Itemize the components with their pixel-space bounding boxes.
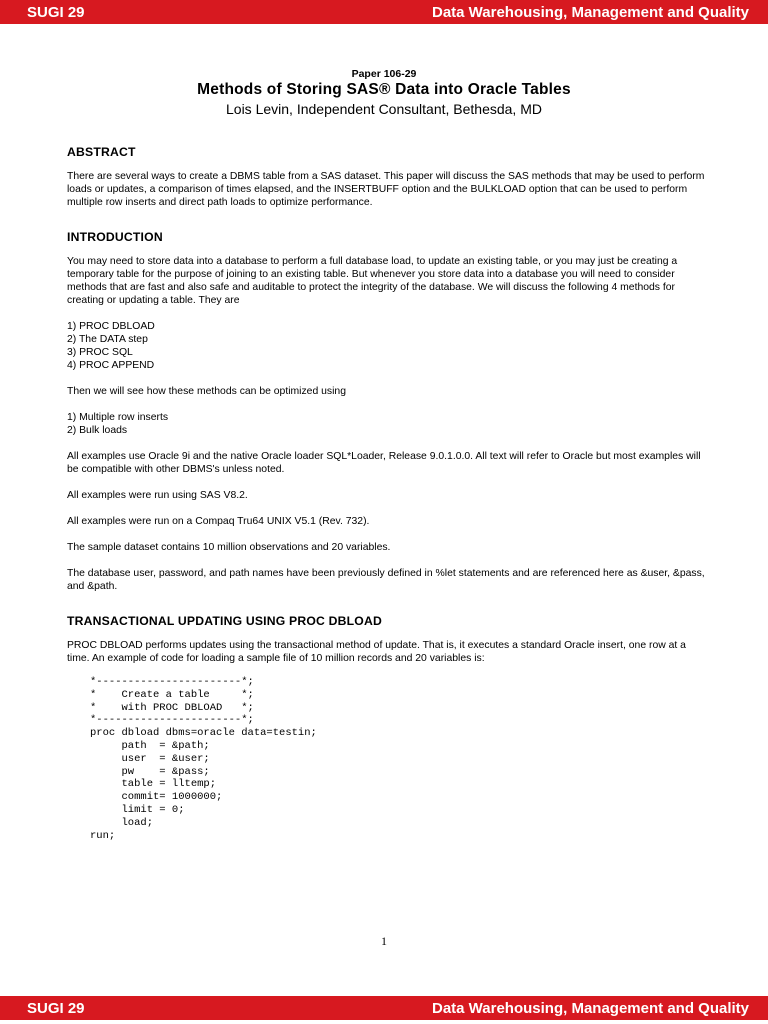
introduction-paragraph: Then we will see how these methods can be optimized using — [67, 386, 346, 397]
transactional-paragraph: PROC DBLOAD performs updates using the transactional method of update. That is, it executes a standard Oracle insert, one row at a time. An example of code for loading a sample file of 10 million records and 20 variables is: — [67, 640, 686, 664]
paper-body — [67, 144, 707, 842]
footer-band — [0, 996, 768, 1020]
introduction-paragraph: You may need to store data into a database to perform a full database load, to update an existing table, or you may just be creating a temporary table for the purpose of joining to an existing table. But whenever you store data into a database you will need to consider methods that are fast and also safe and auditable to protect the integrity of the database. We will discuss the following 4 methods for creating or updating a table. They are — [67, 256, 678, 306]
footer-section: Data Warehousing, Management and Quality — [432, 1000, 749, 1017]
list-item: 4) PROC APPEND — [67, 360, 155, 371]
introduction-paragraph: The sample dataset contains 10 million observations and 20 variables. — [67, 542, 391, 553]
header-conference: SUGI 29 — [27, 4, 85, 21]
abstract-heading: ABSTRACT — [67, 145, 136, 159]
code-block: *-----------------------*; * Create a table *; * with PROC DBLOAD *; *-----------------------*; proc dbload dbms=oracle data=testin; path = &path; user = &user; pw = &pass; table = lltemp; commit= 1000000; limit = 0; load; run; — [90, 676, 317, 842]
header-section: Data Warehousing, Management and Quality — [432, 4, 749, 21]
list-item: 3) PROC SQL — [67, 347, 133, 358]
introduction-paragraph: All examples use Oracle 9i and the native Oracle loader SQL*Loader, Release 9.0.1.0.0. All text will refer to Oracle but most examples will be compatible with other DBMS's unless noted. — [67, 451, 701, 475]
introduction-paragraph: The database user, password, and path names have been previously defined in %let statements and are referenced here as &user, &pass, and &path. — [67, 568, 705, 592]
page-number: 1 — [381, 934, 387, 948]
paper-author: Lois Levin, Independent Consultant, Bethesda, MD — [226, 101, 542, 117]
introduction-heading: INTRODUCTION — [67, 230, 163, 244]
list-item: 1) Multiple row inserts — [67, 412, 169, 423]
list-item: 2) Bulk loads — [67, 425, 128, 436]
list-item: 2) The DATA step — [67, 334, 148, 345]
transactional-heading: TRANSACTIONAL UPDATING USING PROC DBLOAD — [67, 614, 382, 628]
paper-number: Paper 106-29 — [351, 68, 417, 80]
list-item: 1) PROC DBLOAD — [67, 321, 155, 332]
abstract-text: There are several ways to create a DBMS table from a SAS dataset. This paper will discuss the SAS methods that may be used to perform loads or updates, a comparison of times elapsed, and the INSERTBUFF option and the BULKLOAD option that can be used to perform multiple row inserts and direct path loads to optimize performance. — [67, 171, 705, 208]
header-band — [0, 0, 768, 24]
optimizations-list — [67, 411, 707, 437]
paper-title: Methods of Storing SAS® Data into Oracle Tables — [197, 81, 571, 98]
footer-conference: SUGI 29 — [27, 1000, 85, 1017]
introduction-paragraph: All examples were run on a Compaq Tru64 UNIX V5.1 (Rev. 732). — [67, 516, 370, 527]
methods-list — [67, 320, 707, 372]
introduction-paragraph: All examples were run using SAS V8.2. — [67, 490, 248, 501]
